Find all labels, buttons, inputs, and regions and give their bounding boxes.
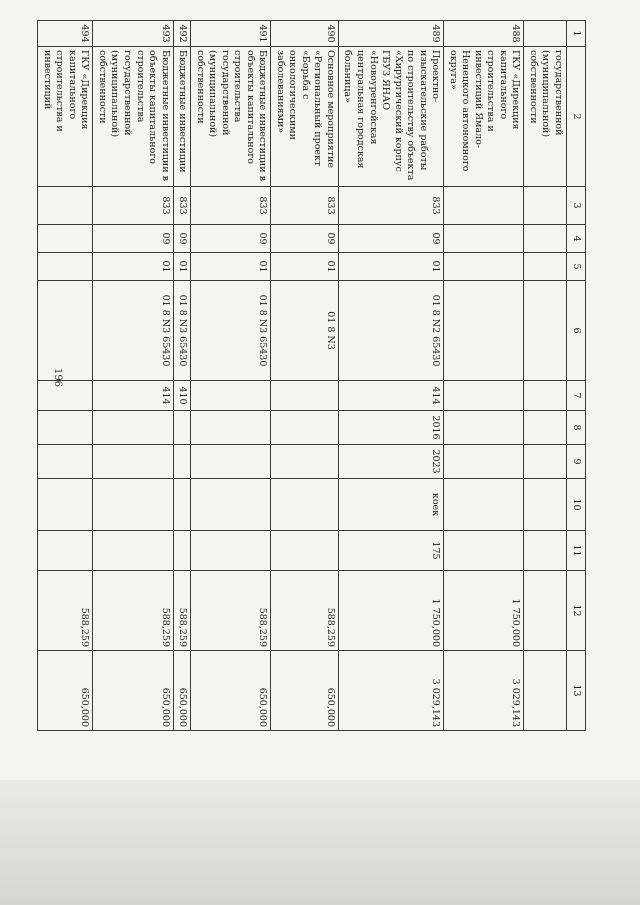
- row-name: государственной (муниципальной) собственности: [524, 47, 567, 187]
- cell-capacity: [173, 531, 191, 571]
- row-name: Бюджетные инвестиции в объекты капитального строительства государственной (муниципальной) собственности: [191, 47, 271, 187]
- cell-unit: [524, 479, 567, 531]
- row-number: 489: [338, 21, 443, 47]
- cell-end-year: [93, 445, 173, 479]
- cell-unit: [444, 479, 524, 531]
- cell-start-year: [271, 411, 339, 445]
- budget-table: [37, 20, 586, 731]
- cell-amount-13: 3 029,143: [444, 651, 524, 731]
- cell-capacity: [524, 531, 567, 571]
- col-header-9: 9: [567, 445, 586, 479]
- table-row: [191, 21, 271, 731]
- table-row: [524, 21, 567, 731]
- column-numbers-row: [567, 21, 586, 731]
- cell-amount-13: 650,000: [93, 651, 173, 731]
- cell-end-year: [173, 445, 191, 479]
- cell-expense-type: [38, 381, 93, 411]
- cell-section: 09: [271, 225, 339, 253]
- cell-ministry: [444, 187, 524, 225]
- row-name: Основное мероприятие «Региональный проект «Борьба с онкологическими заболеваниями»: [271, 47, 339, 187]
- cell-end-year: [524, 445, 567, 479]
- cell-ministry: 833: [338, 187, 443, 225]
- cell-start-year: [173, 411, 191, 445]
- cell-section: 09: [93, 225, 173, 253]
- cell-capacity: [271, 531, 339, 571]
- cell-expense-type: [524, 381, 567, 411]
- cell-capacity: [444, 531, 524, 571]
- cell-amount-12: 1 750,000: [338, 571, 443, 651]
- col-header-1: 1: [567, 21, 586, 47]
- cell-unit: [38, 479, 93, 531]
- row-number: 491: [191, 21, 271, 47]
- cell-ministry: 833: [173, 187, 191, 225]
- cell-amount-13: 650,000: [191, 651, 271, 731]
- col-header-12: 12: [567, 571, 586, 651]
- cell-end-year: [191, 445, 271, 479]
- cell-start-year: [524, 411, 567, 445]
- cell-expense-type: [271, 381, 339, 411]
- table-row: [271, 21, 339, 731]
- table-row: [444, 21, 524, 731]
- col-header-4: 4: [567, 225, 586, 253]
- col-header-2: 2: [567, 47, 586, 187]
- cell-start-year: [191, 411, 271, 445]
- cell-capacity: [93, 531, 173, 571]
- cell-target-article: [444, 281, 524, 381]
- cell-amount-12: 588,259: [93, 571, 173, 651]
- row-number: 494: [38, 21, 93, 47]
- cell-capacity: [38, 531, 93, 571]
- cell-target-article: 01 8 N3 65430: [93, 281, 173, 381]
- row-number: [524, 21, 567, 47]
- cell-ministry: [524, 187, 567, 225]
- table-row: [338, 21, 443, 731]
- cell-subsection: 01: [338, 253, 443, 281]
- row-number: 488: [444, 21, 524, 47]
- cell-target-article: 01 8 N3 65430: [173, 281, 191, 381]
- cell-expense-type: [444, 381, 524, 411]
- row-name: Бюджетные инвестиции: [173, 47, 191, 187]
- row-number: 492: [173, 21, 191, 47]
- row-name: ГКУ «Дирекция капитального строительства и инвестиций Ямало-Ненецкого автономного округа»: [444, 47, 524, 187]
- col-header-13: 13: [567, 651, 586, 731]
- cell-amount-13: [524, 651, 567, 731]
- table-row: [93, 21, 173, 731]
- cell-target-article: 01 8 N3 65430: [191, 281, 271, 381]
- col-header-3: 3: [567, 187, 586, 225]
- cell-target-article: 01 8 N2 65430: [338, 281, 443, 381]
- cell-ministry: [38, 187, 93, 225]
- cell-unit: [271, 479, 339, 531]
- cell-amount-12: 588,259: [38, 571, 93, 651]
- cell-subsection: 01: [271, 253, 339, 281]
- cell-amount-13: 650,000: [173, 651, 191, 731]
- cell-section: 09: [191, 225, 271, 253]
- col-header-6: 6: [567, 281, 586, 381]
- cell-section: 09: [338, 225, 443, 253]
- cell-start-year: [93, 411, 173, 445]
- cell-ministry: 833: [93, 187, 173, 225]
- page-number: 196: [52, 367, 64, 388]
- cell-start-year: [444, 411, 524, 445]
- cell-start-year: [38, 411, 93, 445]
- cell-amount-13: 650,000: [271, 651, 339, 731]
- cell-ministry: 833: [271, 187, 339, 225]
- row-number: 493: [93, 21, 173, 47]
- cell-end-year: 2023: [338, 445, 443, 479]
- table-row: [173, 21, 191, 731]
- cell-subsection: 01: [191, 253, 271, 281]
- scan-background: [0, 780, 640, 905]
- cell-amount-13: 650,000: [38, 651, 93, 731]
- cell-expense-type: 410: [173, 381, 191, 411]
- row-number: 490: [271, 21, 339, 47]
- cell-ministry: 833: [191, 187, 271, 225]
- cell-capacity: [191, 531, 271, 571]
- cell-target-article: 01 8 N3: [271, 281, 339, 381]
- cell-subsection: [38, 253, 93, 281]
- cell-expense-type: [191, 381, 271, 411]
- cell-section: [524, 225, 567, 253]
- col-header-5: 5: [567, 253, 586, 281]
- col-header-10: 10: [567, 479, 586, 531]
- col-header-11: 11: [567, 531, 586, 571]
- table-row: [38, 21, 93, 731]
- cell-end-year: [444, 445, 524, 479]
- col-header-7: 7: [567, 381, 586, 411]
- row-name: Проектно-изыскательские работы по строительству объекта «Хирургический корпус ГБУЗ ЯНАО «Новоуренгойская центральная городская больница»: [338, 47, 443, 187]
- cell-expense-type: 414: [93, 381, 173, 411]
- cell-subsection: 01: [93, 253, 173, 281]
- cell-subsection: [444, 253, 524, 281]
- cell-target-article: [524, 281, 567, 381]
- cell-end-year: [271, 445, 339, 479]
- cell-amount-12: 588,259: [173, 571, 191, 651]
- cell-subsection: [524, 253, 567, 281]
- cell-unit: [173, 479, 191, 531]
- col-header-8: 8: [567, 411, 586, 445]
- cell-expense-type: 414: [338, 381, 443, 411]
- cell-subsection: 01: [173, 253, 191, 281]
- cell-unit: коек: [338, 479, 443, 531]
- cell-amount-13: 3 029,143: [338, 651, 443, 731]
- cell-end-year: [38, 445, 93, 479]
- row-name: Бюджетные инвестиции в объекты капитального строительства государственной (муниципальной) собственности: [93, 47, 173, 187]
- cell-amount-12: 588,259: [271, 571, 339, 651]
- cell-amount-12: [524, 571, 567, 651]
- cell-start-year: 2016: [338, 411, 443, 445]
- cell-section: [38, 225, 93, 253]
- cell-section: [444, 225, 524, 253]
- cell-amount-12: 588,259: [191, 571, 271, 651]
- cell-capacity: 175: [338, 531, 443, 571]
- cell-target-article: [38, 281, 93, 381]
- row-name: ГКУ «Дирекция капитального строительства и инвестиций: [38, 47, 93, 187]
- cell-unit: [191, 479, 271, 531]
- cell-amount-12: 1 750,000: [444, 571, 524, 651]
- cell-unit: [93, 479, 173, 531]
- cell-section: 09: [173, 225, 191, 253]
